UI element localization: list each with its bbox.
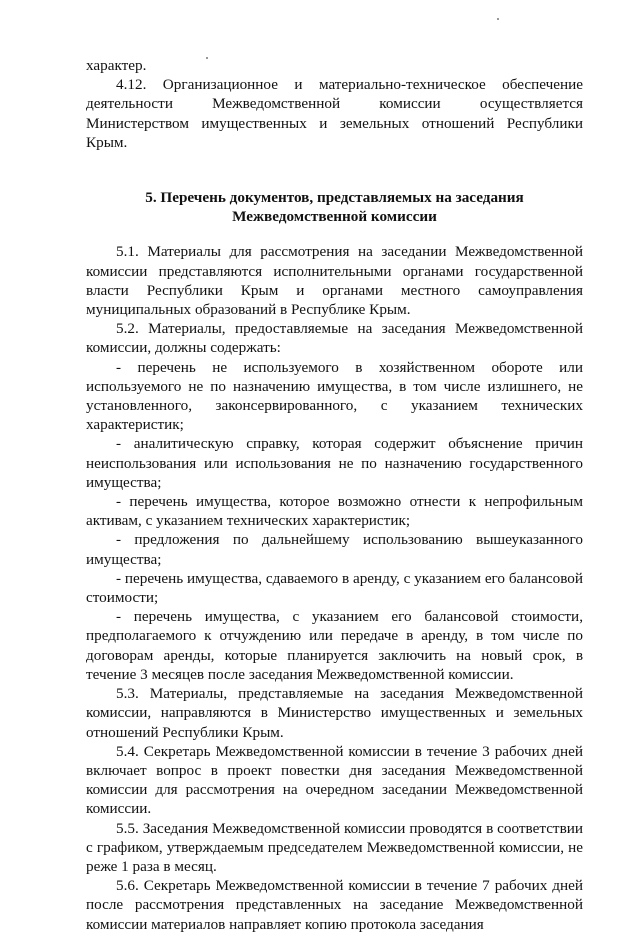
paragraph-5-1: 5.1. Материалы для рассмотрения на заседании Межведомственной комиссии представляются исполнительными органами государственной власти Республики Крым и органами местного самоуправления муниципальных образований в Республике Крым. [86,243,583,319]
paragraph-5-3: 5.3. Материалы, представляемые на заседания Межведомственной комиссии, направляются в Министерство имущественных и земельных отношений Республики Крым. [86,685,583,741]
paragraph-continuation: характер. [86,57,147,74]
section-title-line1: 5. Перечень документов, представляемых на заседания [145,189,524,207]
bullet-item: - предложения по дальнейшему использованию вышеуказанного имущества; [86,531,583,568]
bullet-item: - аналитическую справку, которая содержит объяснение причин неиспользования или использования не по назначению государственного имущества; [86,435,583,491]
paragraph-5-6: 5.6. Секретарь Межведомственной комиссии в течение 7 рабочих дней после рассмотрения представленных на заседание Межведомственной комиссии материалов направляет копию протокола заседания [86,877,583,933]
paragraph-5-4: 5.4. Секретарь Межведомственной комиссии в течение 3 рабочих дней включает вопрос в проект повестки дня заседания Межведомственной комиссии для рассмотрения на очередном заседании Межведомственной комиссии. [86,742,583,818]
bullet-item: - перечень имущества, которое возможно отнести к непрофильным активам, с указанием технических характеристик; [86,493,583,530]
section-title-line2: Межведомственной комиссии [232,208,437,226]
bullet-item: - перечень не используемого в хозяйственном обороте или используемого не по назначению имущества, в том числе излишнего, не установленного, законсервированного, с указанием технических характеристик; [86,358,583,434]
document-body [86,56,583,934]
paragraph-4-12: 4.12. Организационное и материально-техническое обеспечение деятельности Межведомственной комиссии осуществляется Министерством имущественных и земельных отношений Республики Крым. [86,76,583,151]
paragraph-5-5: 5.5. Заседания Межведомственной комиссии проводятся в соответствии с графиком, утверждаемым председателем Межведомственной комиссии, не реже 1 раза в месяц. [86,819,583,875]
scan-speck [497,18,499,20]
paragraph-5-2: 5.2. Материалы, предоставляемые на заседания Межведомственной комиссии, должны содержать: [86,320,583,357]
section-heading [86,188,583,226]
bullet-item: - перечень имущества, сдаваемого в аренду, с указанием его балансовой стоимости; [86,569,583,607]
bullet-item: - перечень имущества, с указанием его балансовой стоимости, предполагаемого к отчуждению или передаче в аренду, в том числе по договорам аренды, которые планируется заключить на новый срок, в течение 3 месяцев после заседания Межведомственной комиссии. [86,608,583,683]
